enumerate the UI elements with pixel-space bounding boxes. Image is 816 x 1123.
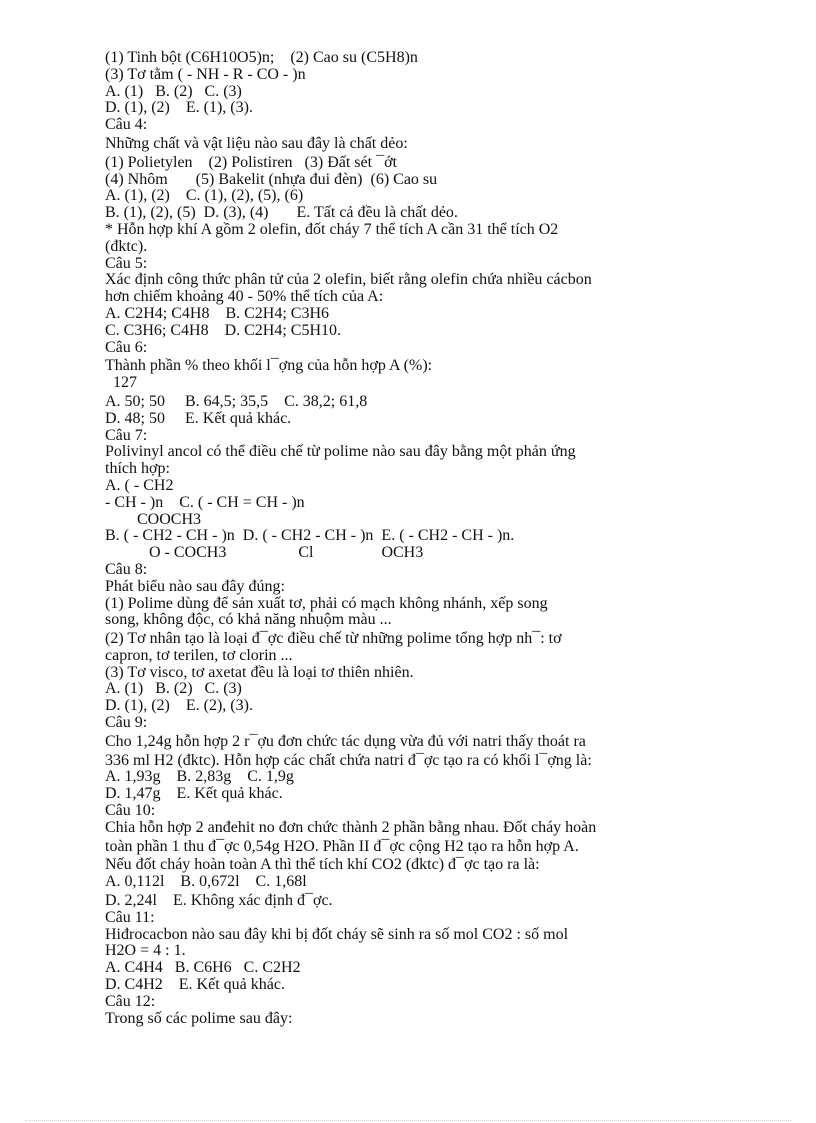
text-line: A. 50; 50 B. 64,5; 35,5 C. 38,2; 61,8 xyxy=(105,392,368,410)
text-line: thích hợp: xyxy=(105,460,170,478)
text-line: (đktc). xyxy=(105,237,148,255)
text-line: (2) Tơ nhân tạo là loại đ¯ợc điều chế từ những polime tổng hợp nh¯: tơ xyxy=(105,630,562,648)
text-line: toàn phần 1 thu đ¯ợc 0,54g H2O. Phần II đ¯ợc cộng H2 tạo ra hỗn hợp A. xyxy=(105,837,579,855)
text-line: Xác định công thức phân tử của 2 olefin, biết rằng olefin chứa nhiều cácbon xyxy=(105,271,592,289)
text-line: (1) Polime dùng để sản xuất tơ, phải có mạch không nhánh, xếp song xyxy=(105,594,548,612)
text-line: Hiđrocacbon nào sau đây khi bị đốt cháy sẽ sinh ra số mol CO2 : số mol xyxy=(105,925,569,943)
text-line: Nếu đốt cháy hoàn toàn A thì thể tích khí CO2 (đktc) đ¯ợc tạo ra là: xyxy=(105,856,540,874)
text-line: 336 ml H2 (đktc). Hỗn hợp các chất chứa natri đ¯ợc tạo ra có khối l¯ợng là: xyxy=(105,751,592,769)
text-line: A. C2H4; C4H8 B. C2H4; C3H6 xyxy=(105,304,330,322)
text-line: song, không độc, có khả năng nhuộm màu ... xyxy=(105,611,392,629)
text-line: Polivinyl ancol có thể điều chế từ polime nào sau đây bằng một phản ứng xyxy=(105,443,576,461)
text-line: D. 2,24l E. Không xác định đ¯ợc. xyxy=(105,892,333,910)
text-line: A. ( - CH2 xyxy=(105,476,174,494)
question-heading: Câu 7: xyxy=(105,426,148,444)
text-line: D. C4H2 E. Kết quả khác. xyxy=(105,976,285,994)
text-line: (1) Tinh bột (C6H10O5)n; (2) Cao su (C5H8)n xyxy=(105,49,418,66)
text-line: Chia hỗn hợp 2 anđehit no đơn chức thành 2 phần bằng nhau. Đốt cháy hoàn xyxy=(105,818,597,836)
text-line: Cho 1,24g hỗn hợp 2 r¯ợu đơn chức tác dụng vừa đủ với natri thấy thoát ra xyxy=(105,732,586,750)
text-line: B. (1), (2), (5) D. (3), (4) E. Tất cả đều là chất dẻo. xyxy=(105,204,458,222)
document-body xyxy=(105,50,705,1027)
text-line: * Hỗn hợp khí A gồm 2 olefin, đốt cháy 7 thể tích A cần 31 thể tích O2 xyxy=(105,220,559,238)
text-line: hơn chiếm khoảng 40 - 50% thể tích của A: xyxy=(105,288,384,306)
question-heading: Câu 10: xyxy=(105,802,156,820)
text-line: A. 0,112l B. 0,672l C. 1,68l xyxy=(105,873,307,891)
text-line: A. (1), (2) C. (1), (2), (5), (6) xyxy=(105,187,304,205)
text-line: (3) Tơ visco, tơ axetat đều là loại tơ thiên nhiên. xyxy=(105,663,414,681)
question-heading: Câu 9: xyxy=(105,714,148,732)
text-line: O - COCH3 Cl OCH3 xyxy=(105,544,424,562)
question-heading: Câu 5: xyxy=(105,254,148,272)
text-line: D. (1), (2) E. (2), (3). xyxy=(105,697,253,715)
text-line: A. 1,93g B. 2,83g C. 1,9g xyxy=(105,768,294,786)
question-heading: Câu 12: xyxy=(105,992,156,1010)
text-line: capron, tơ terilen, tơ clorin ... xyxy=(105,646,293,664)
text-line: B. ( - CH2 - CH - )n D. ( - CH2 - CH - )n E. ( - CH2 - CH - )n. xyxy=(105,527,515,545)
text-line: D. 48; 50 E. Kết quả khác. xyxy=(105,409,292,427)
text-line: (4) Nhôm (5) Bakelit (nhựa đui đèn) (6) Cao su xyxy=(105,170,438,188)
text-line: Phát biểu nào sau đây đúng: xyxy=(105,577,285,595)
text-line: - CH - )n C. ( - CH = CH - )n xyxy=(105,493,305,511)
text-line: A. (1) B. (2) C. (3) xyxy=(105,680,242,698)
text-line: A. C4H4 B. C6H6 C. C2H2 xyxy=(105,959,301,977)
text-line: D. (1), (2) E. (1), (3). xyxy=(105,99,253,117)
text-line: Trong số các polime sau đây: xyxy=(105,1009,293,1027)
text-line: A. (1) B. (2) C. (3) xyxy=(105,82,242,100)
question-heading: Câu 11: xyxy=(105,908,155,926)
question-heading: Câu 4: xyxy=(105,116,148,134)
page-number: 127 xyxy=(105,374,137,392)
text-line: (1) Polietylen (2) Polistiren (3) Đất sét ¯ớt xyxy=(105,153,397,171)
text-line: Những chất và vật liệu nào sau đây là chất dẻo: xyxy=(105,134,408,152)
text-line: H2O = 4 : 1. xyxy=(105,942,186,960)
text-line: C. C3H6; C4H8 D. C2H4; C5H10. xyxy=(105,321,342,339)
question-heading: Câu 8: xyxy=(105,560,148,578)
text-line: D. 1,47g E. Kết quả khác. xyxy=(105,785,283,803)
page-bottom-divider xyxy=(25,1120,791,1121)
text-line: Thành phần % theo khối l¯ợng của hỗn hợp A (%): xyxy=(105,357,433,375)
text-line: (3) Tơ tằm ( - NH - R - CO - )n xyxy=(105,65,306,83)
question-heading: Câu 6: xyxy=(105,338,148,356)
text-line: COOCH3 xyxy=(105,510,202,528)
